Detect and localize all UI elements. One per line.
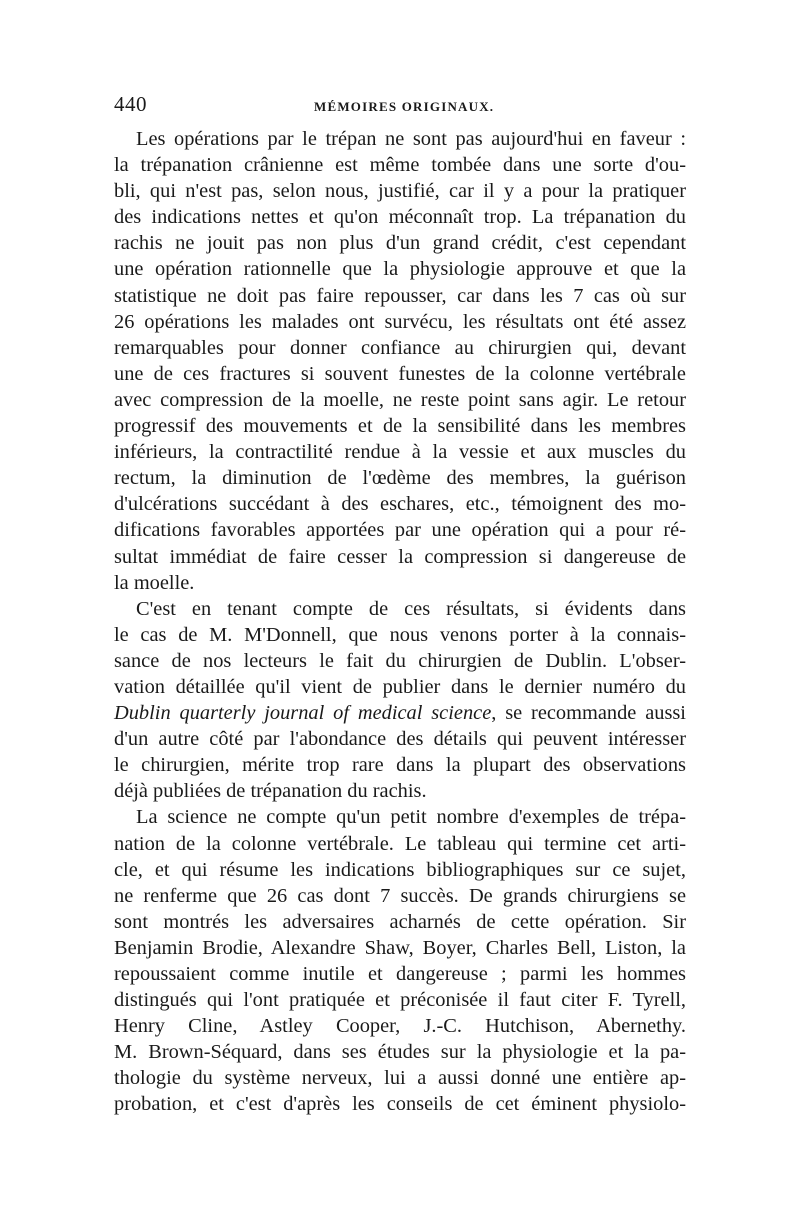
- text-line: le chirurgien, mérite trop rare dans la plupart des observations: [114, 754, 686, 777]
- paragraph-3: [114, 804, 686, 1117]
- journal-title: Dublin quarterly journal of medical science: [114, 702, 492, 725]
- text-line: sance de nos lecteurs le fait du chirurgien de Dublin. L'obser-: [114, 649, 686, 672]
- running-head: [114, 92, 686, 122]
- text-line: rachis ne jouit pas non plus d'un grand crédit, c'est cependant: [114, 232, 686, 255]
- text-line: progressif des mouvements et de la sensibilité dans les membres: [114, 415, 686, 438]
- text-line: une de ces fractures si souvent funestes de la colonne vertébrale: [114, 362, 686, 385]
- text-line: rectum, la diminution de l'œdème des membres, la guérison: [114, 467, 686, 490]
- text-line: sont montrés les adversaires acharnés de cette opération. Sir: [114, 910, 686, 933]
- text-line-with-journal-title: [114, 700, 686, 726]
- paragraph-2: [114, 596, 686, 805]
- text-line: probation, et c'est d'après les conseils de cet éminent physiolo-: [114, 1093, 686, 1116]
- text-line: le cas de M. M'Donnell, que nous venons porter à la connais-: [114, 623, 686, 646]
- text-line: repoussaient comme inutile et dangereuse ; parmi les hommes: [114, 963, 686, 985]
- text-line: sultat immédiat de faire cesser la compression si dangereuse de: [114, 545, 686, 568]
- text-line: C'est en tenant compte de ces résultats, si évidents dans: [136, 597, 686, 620]
- text-line: des indications nettes et qu'on méconnaît trop. La trépanation du: [114, 206, 686, 229]
- text-line: bli, qui n'est pas, selon nous, justifié, car il y a pour la pratiquer: [114, 180, 686, 203]
- text-line: La science ne compte qu'un petit nombre d'exemples de trépa-: [136, 806, 686, 829]
- document-page: [114, 92, 686, 1118]
- text-fragment: , se recommande aussi: [491, 702, 686, 725]
- text-line: cle, et qui résume les indications bibliographiques sur ce sujet,: [114, 858, 686, 881]
- text-line: statistique ne doit pas faire repousser, car dans les 7 cas où sur: [114, 284, 686, 307]
- text-line: difications favorables apportées par une opération qui a pour ré-: [114, 519, 686, 542]
- text-line: vation détaillée qu'il vient de publier dans le dernier numéro du: [114, 675, 686, 698]
- page-number: 440: [114, 92, 147, 116]
- paragraph-1: [114, 126, 686, 596]
- text-line: la moelle.: [114, 571, 195, 594]
- body-text: [114, 126, 686, 1118]
- text-line: ne renferme que 26 cas dont 7 succès. De grands chirurgiens se: [114, 884, 686, 907]
- text-line: nation de la colonne vertébrale. Le tableau qui termine cet arti-: [114, 832, 686, 855]
- text-line: une opération rationnelle que la physiologie approuve et que la: [114, 258, 686, 281]
- text-line: thologie du système nerveux, lui a aussi donné une entière ap-: [114, 1067, 686, 1090]
- text-line: déjà publiées de trépanation du rachis.: [114, 780, 427, 803]
- text-line: Benjamin Brodie, Alexandre Shaw, Boyer, Charles Bell, Liston, la: [114, 936, 686, 959]
- text-line: d'ulcérations succédant à des eschares, etc., témoignent des mo-: [114, 493, 686, 516]
- text-line: Les opérations par le trépan ne sont pas aujourd'hui en faveur :: [136, 128, 686, 150]
- text-line: 26 opérations les malades ont survécu, les résultats ont été assez: [114, 310, 686, 333]
- text-line: M. Brown-Séquard, dans ses études sur la physiologie et la pa-: [114, 1041, 686, 1064]
- running-title: MÉMOIRES ORIGINAUX.: [314, 99, 495, 114]
- text-line: Henry Cline, Astley Cooper, J.-C. Hutchison, Abernethy.: [114, 1015, 686, 1038]
- text-line: inférieurs, la contractilité rendue à la vessie et aux muscles du: [114, 441, 686, 464]
- text-line: d'un autre côté par l'abondance des détails qui peuvent intéresser: [114, 728, 686, 751]
- text-line: avec compression de la moelle, ne reste point sans agir. Le retour: [114, 388, 686, 411]
- text-line: distingués qui l'ont pratiquée et préconisée il faut citer F. Tyrell,: [114, 989, 686, 1012]
- text-line: la trépanation crânienne est même tombée dans une sorte d'ou-: [114, 154, 686, 177]
- text-line: remarquables pour donner confiance au chirurgien qui, devant: [114, 336, 686, 359]
